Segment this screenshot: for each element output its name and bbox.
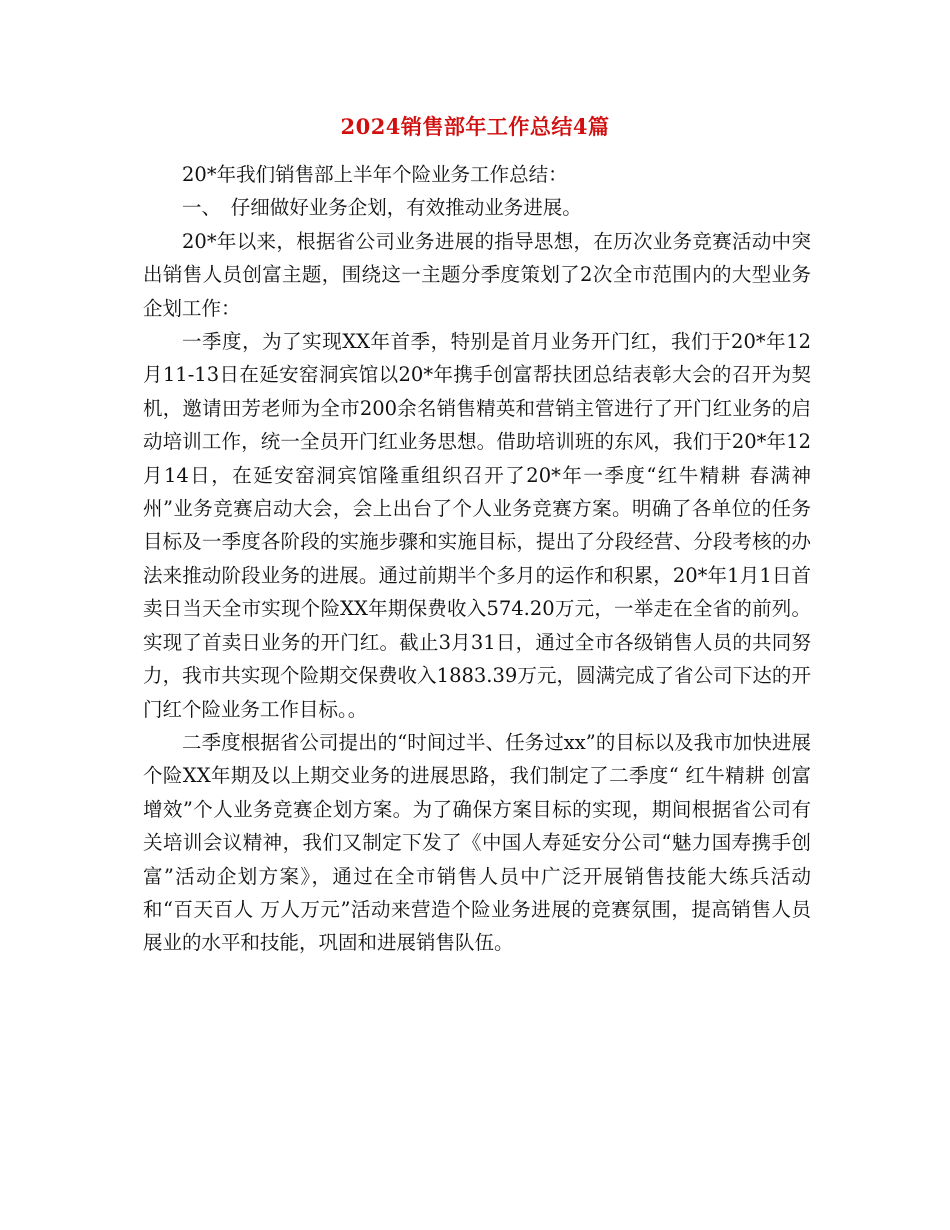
paragraph-q2: 二季度根据省公司提出的“时间过半、任务过xx”的目标以及我市加快进展个险XX年期及以上期交业务的进展思路，我们制定了二季度“ 红牛精耕 创富增效”个人业务竞赛企划方案。为了确保方案目标的实现，期间根据省公司有关培训会议精神，我们又制定下发了《中国人寿延安分公司“魅力国寿携手创富”活动企划方案》，通过在全市销售人员中广泛开展销售技能大练兵活动和“百天百人 万人万元”活动来营造个险业务进展的竞赛氛围，提高销售人员展业的水平和技能，巩固和进展销售队伍。 xyxy=(143,730,811,955)
paragraph-q1: 一季度，为了实现XX年首季，特别是首月业务开门红，我们于20*年12月11-13日在延安窑洞宾馆以20*年携手创富帮扶团总结表彰大会的召开为契机，邀请田芳老师为全市200余名销售精英和营销主管进行了开门红业务的启动培训工作，统一全员开门红业务思想。借助培训班的东风，我们于20*年12月14日，在延安窑洞宾馆隆重组织召开了20*年一季度“红牛精耕 春满神州”业务竞赛启动大会，会上出台了个人业务竞赛方案。明确了各单位的任务目标及一季度各阶段的实施步骤和实施目标，提出了分段经营、分段考核的办法来推动阶段业务的进展。通过前期半个多月的运作和积累，20*年1月1日首卖日当天全市实现个险XX年期保费收入574.20万元，一举走在全省的前列。实现了首卖日业务的开门红。截止3月31日，通过全市各级销售人员的共同努力，我市共实现个险期交保费收入1883.39万元，圆满完成了省公司下达的开门红个险业务工作目标。。 xyxy=(143,330,811,721)
paragraph-overview: 20*年以来，根据省公司业务进展的指导思想，在历次业务竞赛活动中突出销售人员创富主题，围绕这一主题分季度策划了2次全市范围内的大型业务企划工作： xyxy=(143,229,811,320)
document-title: 2024销售部年工作总结4篇 xyxy=(340,114,610,139)
paragraph-intro: 20*年我们销售部上半年个险业务工作总结： xyxy=(182,163,568,186)
document-body xyxy=(143,158,811,960)
paragraph-section-heading: 一、 仔细做好业务企划，有效推动业务进展。 xyxy=(182,196,582,220)
